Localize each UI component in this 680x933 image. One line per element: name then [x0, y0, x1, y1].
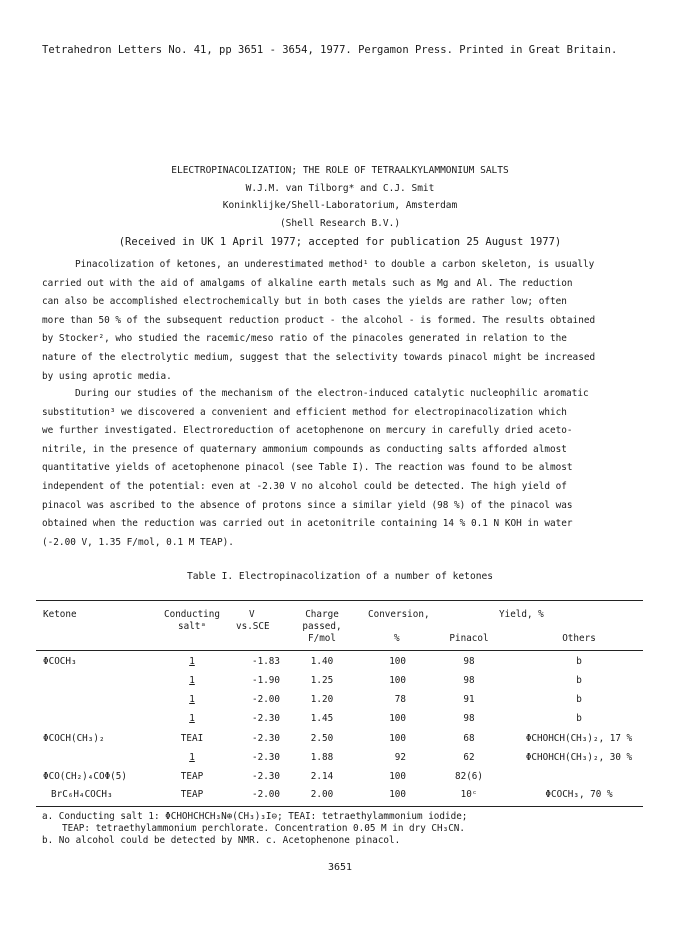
- cell-pinacol: 62: [463, 752, 475, 763]
- cell-voltage: -1.90: [252, 675, 280, 686]
- header-conversion-unit: %: [394, 633, 400, 644]
- header-v-2: vs.SCE: [236, 621, 270, 632]
- cell-salt: TEAP: [180, 771, 204, 782]
- cell-others: b: [576, 713, 582, 724]
- cell-salt: TEAI: [180, 733, 204, 744]
- journal-header: Tetrahedron Letters No. 41, pp 3651 - 3654, 1977. Pergamon Press. Printed in Great Britain.: [42, 44, 618, 56]
- footnote-a: a. Conducting salt 1: ΦCHOHCHCH₃N⊕(CH₃)₃I⊖; TEAI: tetraethylammonium iodide;: [42, 811, 468, 822]
- header-v: V: [249, 609, 255, 620]
- cell-voltage: -2.30: [252, 752, 280, 763]
- footnote-a-cont: TEAP: tetraethylammonium perchlorate. Concentration 0.05 M in dry CH₃CN.: [62, 823, 465, 834]
- cell-salt: TEAP: [180, 789, 204, 800]
- header-charge-2: passed,: [302, 621, 342, 632]
- paragraph-line: nature of the electrolytic medium, suggest that the selectivity towards pinacol might be increased: [42, 351, 596, 363]
- cell-ketone: ΦCOCH₃: [43, 656, 77, 667]
- cell-pinacol: 82(6): [455, 771, 483, 782]
- paragraph-line: more than 50 % of the subsequent reduction product - the alcohol - is formed. The results obtained: [42, 314, 596, 326]
- cell-conversion: 92: [394, 752, 406, 763]
- paragraph-line: carried out with the aid of amalgams of alkaline earth metals such as Mg and Al. The reduction: [42, 277, 573, 289]
- cell-others: ΦCOCH₃, 70 %: [545, 789, 613, 800]
- cell-conversion: 100: [389, 789, 406, 800]
- paragraph-line: substitution³ we discovered a convenient and efficient method for electropinacolization which: [42, 406, 567, 418]
- cell-charge: 2.50: [310, 733, 334, 744]
- cell-voltage: -2.30: [252, 713, 280, 724]
- header-conversion: Conversion,: [368, 609, 430, 620]
- paragraph-line: can also be accomplished electrochemically but in both cases the yields are rather low; often: [42, 296, 567, 308]
- cell-pinacol: 10ᶜ: [460, 789, 478, 800]
- table-header-rule: [36, 650, 643, 651]
- cell-pinacol: 91: [463, 694, 475, 705]
- header-charge: Charge: [305, 609, 339, 620]
- cell-conversion: 100: [389, 675, 406, 686]
- cell-others: ΦCHOHCH(CH₃)₂, 30 %: [525, 752, 633, 763]
- cell-others: b: [576, 656, 582, 667]
- footnote-b: b. No alcohol could be detected by NMR. c. Acetophenone pinacol.: [42, 835, 401, 846]
- header-charge-3: F/mol: [308, 633, 336, 644]
- cell-conversion: 100: [389, 733, 406, 744]
- cell-salt: 1: [189, 694, 195, 705]
- cell-ketone: ΦCOCH(CH₃)₂: [43, 733, 105, 744]
- cell-voltage: -2.00: [252, 694, 280, 705]
- paragraph-line: by using aprotic media.: [42, 370, 172, 382]
- affiliation-2: (Shell Research B.V.): [279, 218, 401, 229]
- paragraph-line: independent of the potential: even at -2.30 V no alcohol could be detected. The high yield of: [42, 480, 567, 492]
- paragraph-line: pinacol was ascribed to the absence of protons since a similar yield (98 %) of the pinacol was: [42, 499, 573, 511]
- cell-pinacol: 68: [463, 733, 475, 744]
- cell-charge: 1.20: [310, 694, 334, 705]
- cell-voltage: -1.83: [252, 656, 280, 667]
- cell-voltage: -2.00: [252, 789, 280, 800]
- cell-charge: 1.40: [310, 656, 334, 667]
- cell-conversion: 100: [389, 656, 406, 667]
- cell-voltage: -2.30: [252, 771, 280, 782]
- paragraph-line: by Stocker², who studied the racemic/meso ratio of the pinacoles generated in relation to the: [42, 333, 567, 345]
- paragraph-line: (-2.00 V, 1.35 F/mol, 0.1 M TEAP).: [42, 536, 234, 548]
- header-yield: Yield, %: [499, 609, 544, 620]
- cell-others: ΦCHOHCH(CH₃)₂, 17 %: [525, 733, 633, 744]
- cell-voltage: -2.30: [252, 733, 280, 744]
- cell-salt: 1: [189, 656, 195, 667]
- header-pinacol: Pinacol: [449, 633, 489, 644]
- cell-pinacol: 98: [463, 675, 475, 686]
- cell-others: b: [576, 694, 582, 705]
- paragraph-line: During our studies of the mechanism of the electron-induced catalytic nucleophilic aromatic: [75, 388, 589, 399]
- paragraph-line: quantitative yields of acetophenone pinacol (see Table I). The reaction was found to be almost: [42, 462, 573, 474]
- cell-ketone: ΦCO(CH₂)₄COΦ(5): [43, 771, 127, 782]
- cell-salt: 1: [189, 675, 195, 686]
- header-salt-2: saltᵃ: [178, 621, 206, 632]
- cell-ketone: BrC₆H₄COCH₃: [51, 789, 113, 800]
- cell-salt: 1: [189, 752, 195, 763]
- header-others: Others: [562, 633, 596, 644]
- cell-conversion: 78: [394, 694, 406, 705]
- paragraph-line: we further investigated. Electroreduction of acetophenone on mercury in carefully dried aceto-: [42, 425, 573, 437]
- received-date: (Received in UK 1 April 1977; accepted for publication 25 August 1977): [118, 236, 562, 248]
- table-top-rule: [36, 600, 643, 601]
- cell-conversion: 100: [389, 771, 406, 782]
- table-caption: Table I. Electropinacolization of a number of ketones: [186, 571, 494, 582]
- cell-pinacol: 98: [463, 713, 475, 724]
- cell-charge: 1.25: [310, 675, 334, 686]
- header-ketone: Ketone: [43, 609, 77, 620]
- cell-salt: 1: [189, 713, 195, 724]
- paper-title: ELECTROPINACOLIZATION; THE ROLE OF TETRAALKYLAMMONIUM SALTS: [171, 165, 509, 176]
- paragraph-1: [42, 256, 642, 386]
- page-number: 3651: [327, 862, 353, 873]
- cell-conversion: 100: [389, 713, 406, 724]
- cell-pinacol: 98: [463, 656, 475, 667]
- paragraph-line: obtained when the reduction was carried out in acetonitrile containing 14 % 0.1 N KOH in water: [42, 518, 573, 530]
- cell-charge: 2.00: [310, 789, 334, 800]
- cell-charge: 2.14: [310, 771, 334, 782]
- affiliation: Koninklijke/Shell-Laboratorium, Amsterdam: [222, 200, 458, 211]
- header-salt: Conducting: [164, 609, 220, 620]
- cell-others: b: [576, 675, 582, 686]
- cell-charge: 1.45: [310, 713, 334, 724]
- paragraph-line: nitrile, in the presence of quaternary ammonium compounds as conducting salts afforded almost: [42, 443, 567, 455]
- paragraph-2: [42, 385, 642, 552]
- paragraph-line: Pinacolization of ketones, an underestimated method¹ to double a carbon skeleton, is usually: [75, 259, 595, 270]
- authors: W.J.M. van Tilborg* and C.J. Smit: [245, 183, 435, 194]
- cell-charge: 1.88: [310, 752, 334, 763]
- table-bottom-rule: [36, 806, 643, 807]
